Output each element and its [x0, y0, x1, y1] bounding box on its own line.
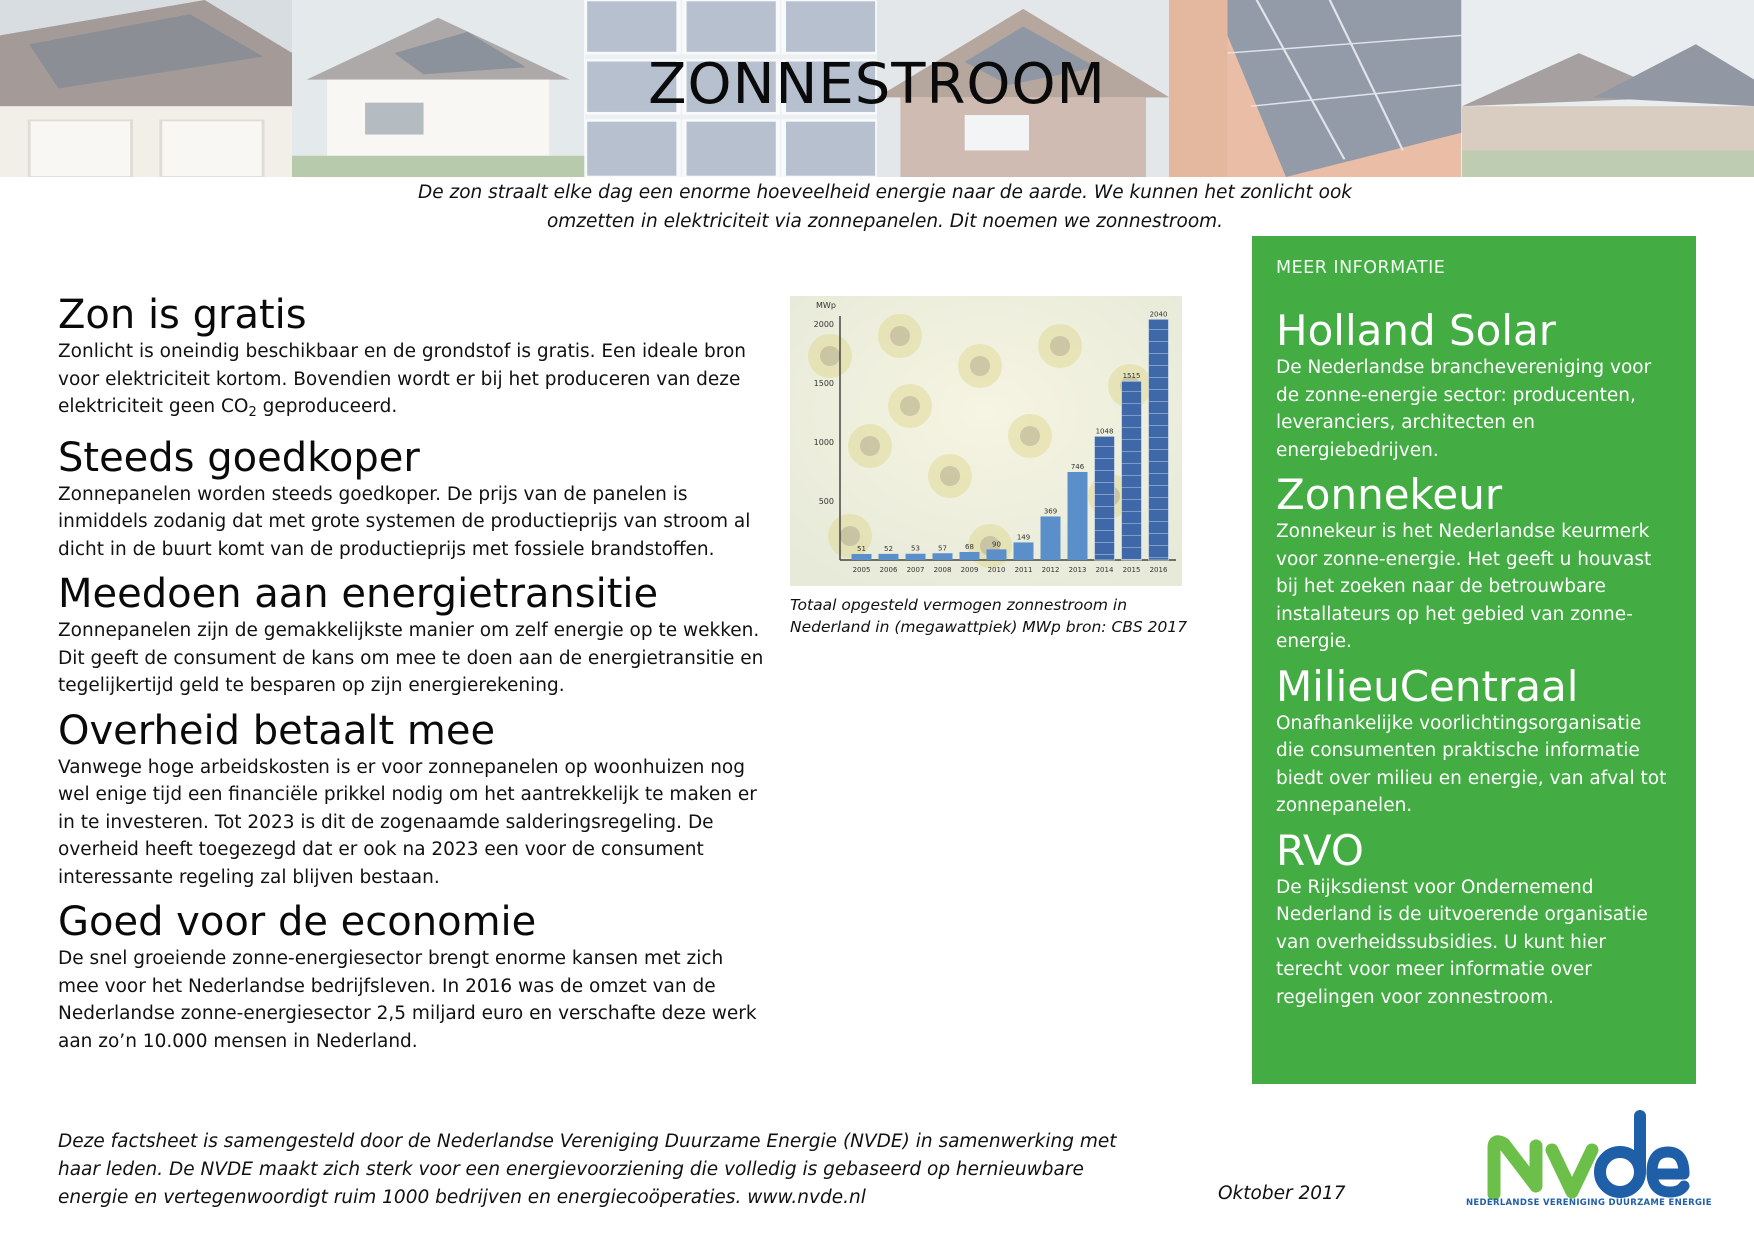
main-column	[58, 292, 768, 1063]
sunflower-center	[840, 526, 860, 546]
bar-2011	[1014, 542, 1034, 560]
y-tick-label: 500	[818, 497, 834, 506]
x-tick-label-2010: 2010	[987, 566, 1006, 574]
data-label-2013: 746	[1070, 462, 1085, 471]
info-entry-text: De Rijksdienst voor Ondernemend Nederland is de uitvoerende organisatie van overheidssubsidies. U kunt hier terecht voor meer informatie over regelingen voor zonnestroom.	[1276, 876, 1648, 1008]
bar-2009	[960, 552, 980, 560]
sunflower-center	[890, 326, 910, 346]
intro-text: De zon straalt elke dag een enorme hoeveelheid energie naar de aarde. We kunnen het zonlicht ook omzetten in elektriciteit via zonnepanelen. Dit noemen we zonnestroom.	[417, 182, 1352, 232]
x-tick-label-2016: 2016	[1149, 566, 1168, 574]
section-text: Zonlicht is oneindig beschikbaar en de grondstof is gratis. Een ideale bron voor elektriciteit kortom. Bovendien wordt er bij het produceren van deze elektriciteit geen $CO_2$ geproduceerd.	[58, 341, 747, 420]
data-label-2015: 1515	[1122, 372, 1141, 381]
sunflower-center	[1020, 426, 1040, 446]
info-entry-text: De Nederlandse branchevereniging voor de zonne-energie sector: producenten, leveranciers, architecten en energiebedrijven.	[1276, 357, 1652, 461]
sunflower-center	[820, 346, 840, 366]
co2-subscript: 2	[248, 405, 257, 420]
section-overheid	[58, 708, 768, 892]
x-tick-label-2012: 2012	[1041, 566, 1060, 574]
sunflower-center	[860, 436, 880, 456]
section-economie	[58, 899, 768, 1055]
bar-2014	[1095, 436, 1115, 560]
info-entry-name: MilieuCentraal	[1276, 661, 1579, 711]
data-label-2005: 51	[857, 544, 866, 553]
sunflower-center	[900, 396, 920, 416]
section-heading: Goed voor de economie	[58, 899, 537, 945]
capacity-chart	[790, 296, 1182, 586]
bar-2005	[852, 554, 872, 560]
x-tick-label-2015: 2015	[1122, 566, 1141, 574]
section-heading: Meedoen aan energietransitie	[58, 571, 659, 617]
bar-2015	[1122, 381, 1142, 560]
footer-text: Deze factsheet is samengesteld door de Nederlandse Vereniging Duurzame Energie (NVDE) in samenwerking met haar leden. De NVDE maakt zich sterk voor een energievoorziening die volledig is gebaseerd op hernieuwbare energie en vertegenwoordigt ruim 1000 bedrijven en energiecoöperaties. www.nvde.nl	[58, 1131, 1117, 1208]
info-zonnekeur	[1276, 472, 1672, 656]
page-title: ZONNESTROOM	[648, 52, 1106, 117]
sunflower-center	[970, 356, 990, 376]
data-label-2007: 53	[911, 544, 920, 553]
info-holland-solar	[1276, 308, 1672, 464]
chart-svg	[790, 296, 1182, 586]
y-tick-label: 1000	[813, 438, 834, 447]
y-axis-label: MWp	[816, 301, 836, 310]
info-rvo	[1276, 825, 1672, 1012]
x-tick-label-2009: 2009	[960, 566, 979, 574]
bar-2013	[1068, 472, 1088, 560]
info-box-title: MEER INFORMATIE	[1276, 258, 1446, 278]
info-entry-name: RVO	[1276, 825, 1364, 875]
info-entry-text: Onafhankelijke voorlichtingsorganisatie die consumenten praktische informatie biedt over milieu en energie, van afval tot zonnepanelen.	[1276, 712, 1667, 816]
x-tick-label-2013: 2013	[1068, 566, 1087, 574]
bar-2010	[987, 549, 1007, 560]
chart-caption: Totaal opgesteld vermogen zonnestroom in Nederland in (megawattpiek) MWp bron: CBS 2017	[790, 596, 1188, 636]
data-label-2010: 90	[992, 540, 1001, 549]
data-label-2006: 52	[884, 544, 893, 553]
bar-2008	[933, 553, 953, 560]
x-tick-label-2007: 2007	[906, 566, 925, 574]
x-tick-label-2011: 2011	[1014, 566, 1033, 574]
info-entry-name: Zonnekeur	[1276, 470, 1503, 519]
x-tick-label-2005: 2005	[852, 566, 871, 574]
bar-2016	[1149, 319, 1169, 560]
info-entry-text: Zonnekeur is het Nederlandse keurmerk voor zonne-energie. Het geeft u houvast bij het zoeken naar de betrouwbare installateurs op het gebied van zonne-energie.	[1276, 521, 1652, 652]
x-tick-label-2014: 2014	[1095, 566, 1114, 574]
info-milieucentraal	[1276, 661, 1672, 820]
info-entry-name: Holland Solar	[1276, 306, 1557, 355]
sunflower-center	[1050, 336, 1070, 356]
section-energietransitie	[58, 571, 768, 700]
section-heading: Zon is gratis	[58, 292, 307, 338]
nvde-logo	[1484, 1106, 1694, 1206]
logo-tagline: NEDERLANDSE VERENIGING DUURZAME ENERGIE	[1466, 1198, 1712, 1208]
data-label-2016: 2040	[1149, 310, 1168, 319]
footer-date: Oktober 2017	[1218, 1183, 1346, 1204]
data-label-2009: 68	[965, 542, 974, 551]
x-tick-label-2006: 2006	[879, 566, 898, 574]
x-tick-label-2008: 2008	[933, 566, 952, 574]
section-zon-is-gratis	[58, 292, 768, 427]
data-label-2012: 369	[1043, 507, 1058, 516]
section-steeds-goedkoper	[58, 435, 768, 564]
more-info-box	[1252, 236, 1696, 1084]
data-label-2011: 149	[1016, 533, 1031, 542]
section-heading: Steeds goedkoper	[58, 434, 420, 481]
section-text: De snel groeiende zonne-energiesector brengt enorme kansen met zich mee voor het Nederlandse bedrijfsleven. In 2016 was de omzet van de Nederlandse zonne-energiesector 2,5 miljard euro en verschafte deze werk aan zo’n 10.000 mensen in Nederland.	[58, 948, 757, 1052]
data-label-2014: 1048	[1095, 427, 1114, 436]
bar-2006	[879, 554, 899, 560]
sunflower-center	[940, 466, 960, 486]
bar-2007	[906, 554, 926, 560]
y-tick-label: 2000	[813, 320, 834, 329]
y-tick-label: 1500	[813, 379, 834, 388]
bar-2012	[1041, 516, 1061, 560]
section-heading: Overheid betaalt mee	[58, 707, 496, 754]
section-text: Zonnepanelen zijn de gemakkelijkste manier om zelf energie op te wekken. Dit geeft de consument de kans om mee te doen aan de energietransitie en tegelijkertijd geld te besparen op zijn energierekening.	[58, 620, 764, 696]
section-text: Vanwege hoge arbeidskosten is er voor zonnepanelen op woonhuizen nog wel enige tijd een financiële prikkel nodig om het aantrekkelijk te maken er in te investeren. Tot 2023 is dit de zogenaamde salderingsregeling. De overheid heeft toegezegd dat er ook na 2023 een voor de consument interessante regeling zal blijven bestaan.	[58, 756, 757, 888]
section-text: Zonnepanelen worden steeds goedkoper. De prijs van de panelen is inmiddels zodanig dat met grote systemen de productieprijs van stroom al dicht in de buurt komt van de productieprijs met fossiele brandstoffen.	[58, 483, 751, 560]
data-label-2008: 57	[938, 544, 947, 553]
